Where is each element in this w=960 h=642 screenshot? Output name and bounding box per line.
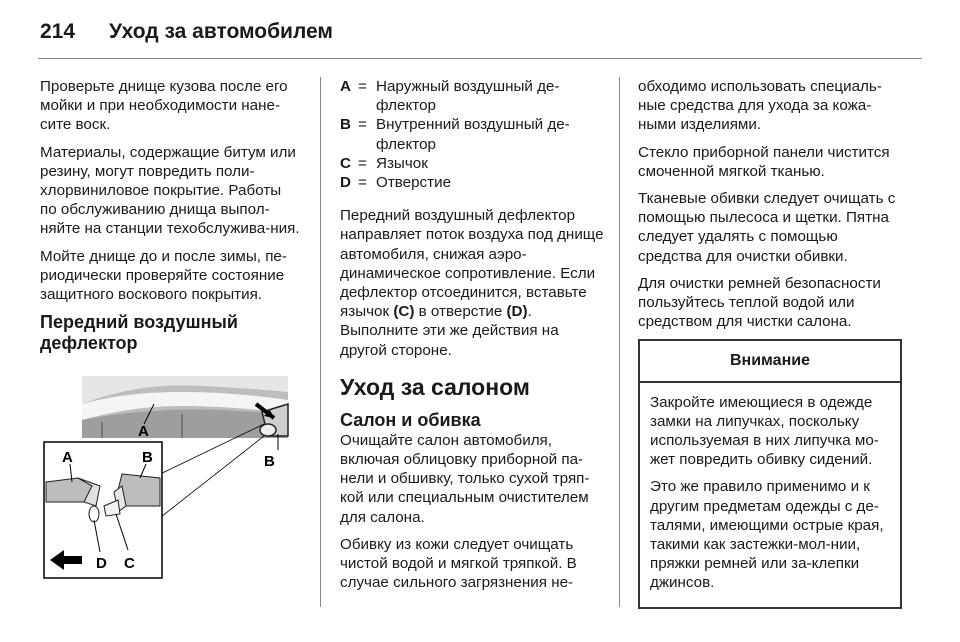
legend-text: Язычок	[376, 154, 428, 172]
warning-paragraph: Закройте имеющиеся в одежде замки на липучках, поскольку используемая в них липучка мо-жет повредить обивку сидений.	[650, 393, 879, 469]
figure-legend	[340, 77, 604, 192]
paragraph: обходимо использовать специаль-ные средства для ухода за кожа-ными изделиями.	[638, 78, 882, 134]
legend-equals: =	[358, 154, 367, 172]
column-divider-2	[619, 77, 620, 607]
text-run: . Выполните эти же действия на другой стороне.	[340, 303, 559, 359]
legend-row-c	[340, 154, 604, 173]
ref-d: (D)	[506, 303, 528, 321]
subsection-heading-upholstery: Салон и обивка	[340, 409, 481, 430]
text-run: Передний воздушный дефлектор направляет поток воздуха под днище автомобиля, снижая аэро-динамическое сопротивление. Если дефлектор отсоединится, вставьте язычок	[340, 207, 604, 321]
label-b-right: B	[264, 453, 275, 470]
label-c: C	[124, 555, 135, 572]
legend-text: Внутренний воздушный де-флектор	[376, 116, 570, 153]
legend-text: Отверстие	[376, 174, 452, 192]
column-1	[40, 77, 302, 362]
column-divider-1	[320, 77, 321, 607]
page-title: Уход за автомобилем	[109, 20, 333, 43]
warning-box	[638, 339, 902, 608]
legend-equals: =	[358, 78, 367, 95]
label-d: D	[96, 555, 107, 572]
paragraph: Обивку из кожи следует очищать чистой водой и мягкой тряпкой. В случае сильного загрязнения не-	[340, 535, 577, 592]
page-number: 214	[40, 20, 76, 43]
section-heading-interior-care: Уход за салоном	[340, 373, 530, 400]
legend-key: C	[340, 154, 351, 172]
legend-row-b	[340, 115, 604, 153]
paragraph: Очищайте салон автомобиля, включая облицовку приборной па-нели и обшивку, только сухой тряп-кой или специальным очистителем для салона.	[340, 431, 590, 526]
legend-equals: =	[358, 116, 367, 134]
warning-body	[640, 383, 900, 607]
legend-key: B	[340, 116, 351, 134]
label-b-inset: B	[142, 449, 153, 466]
legend-equals: =	[358, 174, 367, 192]
column-3	[638, 77, 902, 609]
label-a-top: A	[138, 423, 149, 440]
legend-row-a	[340, 77, 604, 115]
paragraph: Стекло приборной панели чистится смоченной мягкой тканью.	[638, 143, 890, 180]
label-a-inset: A	[62, 449, 73, 466]
text-run: в отверстие	[414, 303, 507, 321]
legend-key: A	[340, 78, 351, 95]
column-2	[340, 77, 604, 600]
paragraph: Мойте днище до и после зимы, пе-риодически проверяйте состояние защитного воскового покрытия.	[40, 247, 287, 304]
section-heading-deflector: Передний воздушный дефлектор	[40, 312, 238, 354]
page-header	[40, 14, 333, 50]
paragraph-deflector	[340, 206, 604, 360]
paragraph: Для очистки ремней безопасности пользуйтесь теплой водой или средством для чистки салона.	[638, 274, 881, 331]
legend-text: Наружный воздушный де-флектор	[376, 78, 560, 115]
legend-row-d	[340, 173, 604, 192]
deflector-illustration	[42, 374, 290, 580]
paragraph: Проверьте днище кузова после его мойки и при необходимости нане-сите воск.	[40, 78, 288, 134]
paragraph: Материалы, содержащие битум или резину, могут повредить поли-хлорвиниловое покрытие. Работы по обслуживанию днища выпол-няйте на станции техобслужива-ния.	[40, 143, 300, 238]
ref-c: (C)	[393, 303, 415, 321]
paragraph: Тканевые обивки следует очищать с помощью пылесоса и щетки. Пятна следует удалять с помощью средства для очистки обивки.	[638, 190, 896, 265]
warning-paragraph: Это же правило применимо и к другим предметам одежды с де-талями, имеющими острые края, такими как застежки-мол-нии, пряжки ремней или за-клепки джинсов.	[650, 478, 884, 592]
header-divider	[38, 58, 922, 59]
legend-key: D	[340, 174, 351, 192]
warning-title: Внимание	[640, 341, 900, 382]
